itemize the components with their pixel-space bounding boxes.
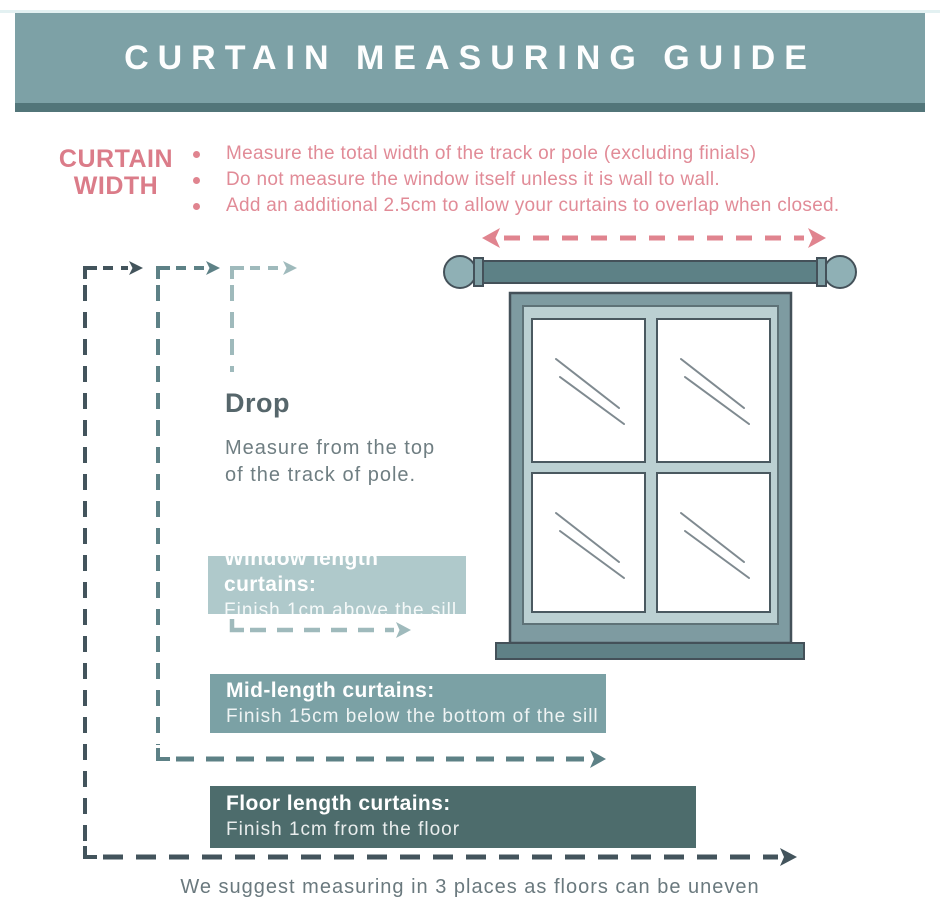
drop-description-line2: of the track of pole.	[225, 464, 417, 486]
bullet-text: Measure the total width of the track or pole (excluding finials)	[226, 143, 757, 164]
window-length-title: Window length curtains:	[224, 547, 379, 596]
drop-heading: Drop	[225, 388, 290, 418]
bullet-dot-icon	[193, 177, 200, 184]
arrowhead-icon	[780, 848, 797, 866]
bullet-item	[193, 193, 840, 219]
drop-description-line1: Measure from the top	[225, 437, 436, 459]
header-banner	[15, 13, 925, 103]
arrowhead-icon	[283, 261, 297, 275]
page-title: CURTAIN MEASURING GUIDE	[124, 38, 816, 77]
footer-note: We suggest measuring in 3 places as floors can be uneven	[180, 876, 760, 898]
arrowhead-icon	[396, 622, 411, 638]
curtain-width-heading-line1: CURTAIN	[58, 145, 174, 173]
curtain-width-heading	[58, 146, 174, 200]
bullet-item	[193, 141, 840, 167]
mid-length-subtitle: Finish 15cm below the bottom of the sill	[226, 705, 599, 727]
arrowhead-icon	[129, 261, 143, 275]
floor-length-title: Floor length curtains:	[226, 792, 451, 815]
window-inner-frame	[523, 306, 778, 624]
curtain-width-heading-line2: WIDTH	[73, 172, 159, 200]
mid-length-title: Mid-length curtains:	[226, 678, 435, 702]
floor-length-box	[210, 786, 696, 848]
pole-finial-right	[824, 256, 856, 288]
floor-length-subtitle: Finish 1cm from the floor	[226, 819, 461, 840]
bullet-text: Add an additional 2.5cm to allow your curtains to overlap when closed.	[226, 195, 840, 216]
mid-length-box	[210, 674, 606, 733]
window-length-box	[208, 547, 466, 621]
window-length-subtitle: Finish 1cm above the sill	[224, 600, 458, 621]
curtain-width-bullets	[193, 141, 840, 219]
drop-description	[225, 435, 435, 489]
bullet-dot-icon	[193, 151, 200, 158]
pole-finial-left	[444, 256, 476, 288]
width-arrow-icon	[482, 228, 826, 248]
bullet-item	[193, 167, 840, 193]
window-panes	[532, 319, 770, 612]
curtain-pole	[444, 256, 856, 288]
bullet-text: Do not measure the window itself unless it is wall to wall.	[226, 169, 720, 190]
arrowhead-icon	[590, 750, 606, 768]
window-outer-frame	[510, 293, 791, 643]
bullet-dot-icon	[193, 203, 200, 210]
glass-reflection-lines	[556, 359, 749, 578]
window-illustration	[496, 293, 804, 659]
drop-section	[225, 388, 435, 489]
pole-bar	[483, 261, 817, 283]
header-banner-edge	[15, 103, 925, 112]
arrowhead-icon	[206, 261, 220, 275]
window-sill	[496, 643, 804, 659]
